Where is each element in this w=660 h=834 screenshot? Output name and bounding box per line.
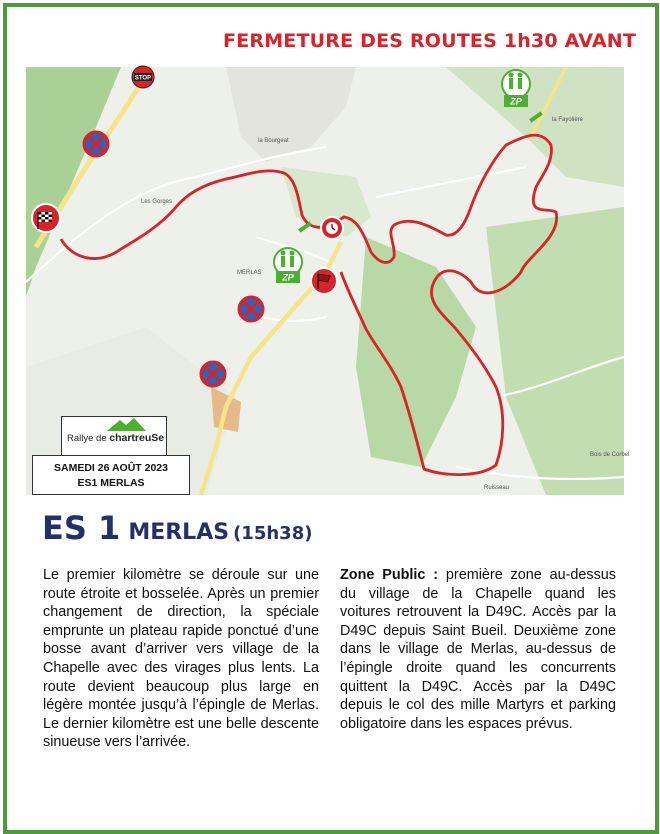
stage-heading: [42, 509, 312, 547]
public-zone-text: première zone au-dessus du village de la Chapelle quand les voitures retrouvent la D49C. Accès par la D49C depuis Saint Bueil. Deuxième zone dans le village de Merlas, au-dessus de l’épingle droite quand les concurrents quittent la D49C. Accès par la D49C depuis le col des mille Martyrs et parking obligatoire dans les espaces prévus.: [340, 567, 616, 732]
mountain-logo-icon: [62, 417, 166, 431]
spectator-zone-icon: [502, 70, 530, 107]
place-label: Ruisseau: [484, 485, 510, 491]
place-label: MERLAS: [237, 270, 262, 276]
stage-info-box: [32, 455, 190, 495]
rally-logo: [61, 416, 167, 456]
event-date: SAMEDI 26 AOÛT 2023: [54, 462, 168, 474]
stop-icon: [132, 66, 154, 88]
spectator-zone-icon: [274, 248, 302, 283]
public-zone-label: Zone Public :: [340, 567, 439, 583]
svg-text:STOP: STOP: [134, 75, 152, 82]
stage-description: Le premier kilomètre se déroule sur une route étroite et bosselée. Après un premier changement de direction, la spéciale emprunte un plateau rapide ponctué d’une bosse avant d’arriver vers village de la Chapelle avec des virages plus lents. La route devient beaucoup plus large en légère montée jusqu’à l’épingle de Merlas. Le dernier kilomètre est une belle descente sinueuse vers l’arrivée.: [43, 567, 319, 751]
place-label: Bois de Corbel: [590, 452, 630, 458]
place-label: Les Gorges: [141, 199, 173, 205]
svg-text:ZP: ZP: [510, 96, 522, 107]
no-parking-icon: [84, 132, 108, 156]
clock-icon: [321, 217, 343, 239]
no-parking-icon: [239, 297, 263, 321]
red-flag-icon: [311, 268, 337, 294]
logo-brand: chartreuSe: [109, 432, 165, 444]
no-parking-icon: [201, 362, 225, 386]
svg-text:ZP: ZP: [282, 272, 294, 283]
public-zone-description: [340, 566, 616, 733]
stage-label: ES1 MERLAS: [77, 477, 145, 489]
stage-number: ES 1: [42, 509, 121, 547]
place-label: la Fayolière: [552, 117, 584, 123]
checkered-flag-icon: [32, 204, 60, 232]
stage-name: MERLAS: [128, 520, 230, 545]
stage-time: (15h38): [233, 523, 313, 544]
logo-prefix: Rallye de: [67, 433, 110, 444]
road-closure-title: FERMETURE DES ROUTES 1h30 AVANT: [223, 30, 636, 52]
place-label: la Bourgeat: [258, 138, 289, 144]
